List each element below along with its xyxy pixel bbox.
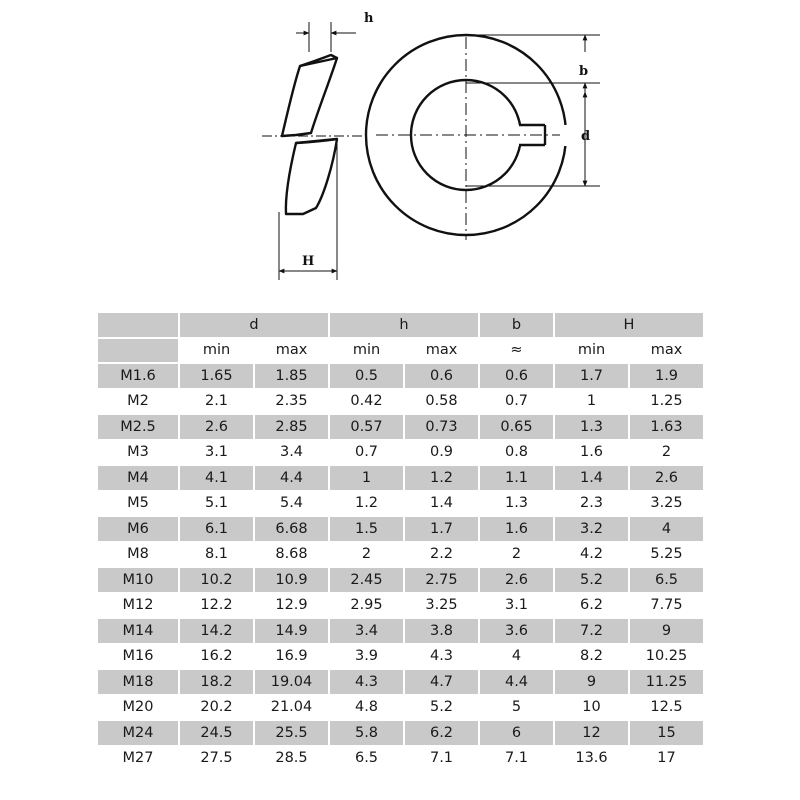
table-row [98,670,703,694]
table-row [98,747,703,771]
cell-h-min: 1.2 [330,492,403,516]
spec-table-body [98,364,703,770]
cell-b-approx: 1.6 [480,517,553,541]
dimension-label-h: h [364,11,374,26]
header-group-d: d [180,313,328,337]
row-size-label: M6 [98,517,178,541]
cell-H-min: 6.2 [555,594,628,618]
washer-technical-drawing [0,0,800,300]
cell-H-min: 10 [555,696,628,720]
cell-d-max: 2.35 [255,390,328,414]
cell-d-max: 16.9 [255,645,328,669]
cell-h-min: 2.95 [330,594,403,618]
table-row [98,517,703,541]
cell-b-approx: 0.6 [480,364,553,388]
cell-H-max: 2.6 [630,466,703,490]
cell-b-approx: 2.6 [480,568,553,592]
table-row [98,619,703,643]
cell-h-max: 4.3 [405,645,478,669]
cell-H-max: 4 [630,517,703,541]
cell-d-min: 5.1 [180,492,253,516]
cell-h-max: 1.2 [405,466,478,490]
cell-h-min: 2 [330,543,403,567]
cell-h-min: 4.3 [330,670,403,694]
row-size-label: M4 [98,466,178,490]
cell-H-min: 1.3 [555,415,628,439]
cell-d-max: 8.68 [255,543,328,567]
cell-d-max: 4.4 [255,466,328,490]
cell-d-min: 20.2 [180,696,253,720]
cell-h-max: 2.2 [405,543,478,567]
row-size-label: M16 [98,645,178,669]
row-size-label: M8 [98,543,178,567]
cell-d-min: 2.6 [180,415,253,439]
subheader-H-min: min [555,339,628,363]
cell-d-min: 3.1 [180,441,253,465]
cell-h-max: 6.2 [405,721,478,745]
cell-b-approx: 0.7 [480,390,553,414]
subheader-h-min: min [330,339,403,363]
cell-h-max: 0.9 [405,441,478,465]
cell-b-approx: 1.1 [480,466,553,490]
cell-d-min: 8.1 [180,543,253,567]
row-size-label: M12 [98,594,178,618]
row-size-label: M20 [98,696,178,720]
table-row [98,594,703,618]
cell-b-approx: 6 [480,721,553,745]
row-size-label: M2.5 [98,415,178,439]
cell-d-max: 5.4 [255,492,328,516]
row-size-label: M2 [98,390,178,414]
cell-H-max: 12.5 [630,696,703,720]
cell-d-min: 2.1 [180,390,253,414]
table-row [98,364,703,388]
table-row [98,721,703,745]
row-size-label: M5 [98,492,178,516]
table-row [98,390,703,414]
cell-H-min: 12 [555,721,628,745]
cell-d-min: 1.65 [180,364,253,388]
cell-d-max: 14.9 [255,619,328,643]
cell-H-min: 4.2 [555,543,628,567]
cell-b-approx: 1.3 [480,492,553,516]
header-row-groups [98,313,703,337]
subheader-H-max: max [630,339,703,363]
cell-h-max: 7.1 [405,747,478,771]
cell-d-max: 21.04 [255,696,328,720]
cell-h-max: 1.4 [405,492,478,516]
cell-d-max: 12.9 [255,594,328,618]
cell-d-min: 10.2 [180,568,253,592]
cell-h-min: 0.42 [330,390,403,414]
cell-H-min: 1 [555,390,628,414]
cell-d-max: 10.9 [255,568,328,592]
table-row [98,492,703,516]
cell-H-min: 1.7 [555,364,628,388]
cell-b-approx: 0.8 [480,441,553,465]
header-row-sub [98,339,703,363]
cell-H-max: 1.63 [630,415,703,439]
row-size-label: M24 [98,721,178,745]
dimension-label-H: H [302,254,315,269]
dimension-label-d: d [581,129,591,144]
cell-d-min: 6.1 [180,517,253,541]
row-size-label: M27 [98,747,178,771]
cell-h-max: 0.73 [405,415,478,439]
cell-h-min: 4.8 [330,696,403,720]
cell-H-max: 17 [630,747,703,771]
cell-H-max: 9 [630,619,703,643]
cell-h-max: 5.2 [405,696,478,720]
cell-H-min: 1.6 [555,441,628,465]
table-row [98,543,703,567]
cell-d-max: 2.85 [255,415,328,439]
header-group-b: b [480,313,553,337]
table-row [98,645,703,669]
cell-H-max: 15 [630,721,703,745]
cell-h-max: 2.75 [405,568,478,592]
cell-d-max: 6.68 [255,517,328,541]
cell-b-approx: 3.1 [480,594,553,618]
row-size-label: M14 [98,619,178,643]
cell-b-approx: 7.1 [480,747,553,771]
cell-h-min: 0.5 [330,364,403,388]
cell-b-approx: 3.6 [480,619,553,643]
cell-d-min: 12.2 [180,594,253,618]
table-row [98,441,703,465]
cell-H-max: 3.25 [630,492,703,516]
cell-H-min: 13.6 [555,747,628,771]
table-row [98,696,703,720]
subheader-d-max: max [255,339,328,363]
cell-h-max: 0.58 [405,390,478,414]
cell-h-max: 3.8 [405,619,478,643]
cell-b-approx: 0.65 [480,415,553,439]
cell-H-max: 1.25 [630,390,703,414]
cell-d-max: 19.04 [255,670,328,694]
cell-d-max: 3.4 [255,441,328,465]
cell-H-max: 10.25 [630,645,703,669]
cell-H-max: 5.25 [630,543,703,567]
header-group-H: H [555,313,703,337]
cell-h-min: 1 [330,466,403,490]
cell-d-min: 27.5 [180,747,253,771]
cell-h-max: 0.6 [405,364,478,388]
washer-side-view [282,55,337,214]
cell-H-max: 7.75 [630,594,703,618]
cell-d-min: 14.2 [180,619,253,643]
cell-b-approx: 4 [480,645,553,669]
subheader-d-min: min [180,339,253,363]
dimension-label-b: b [579,64,589,79]
cell-H-min: 1.4 [555,466,628,490]
cell-H-min: 2.3 [555,492,628,516]
cell-h-max: 4.7 [405,670,478,694]
cell-h-min: 0.7 [330,441,403,465]
table-row [98,415,703,439]
row-size-label: M18 [98,670,178,694]
cell-b-approx: 2 [480,543,553,567]
cell-h-min: 3.4 [330,619,403,643]
cell-h-min: 2.45 [330,568,403,592]
cell-d-max: 1.85 [255,364,328,388]
cell-d-min: 24.5 [180,721,253,745]
cell-h-min: 6.5 [330,747,403,771]
cell-d-max: 25.5 [255,721,328,745]
row-size-label: M3 [98,441,178,465]
cell-h-max: 1.7 [405,517,478,541]
cell-H-min: 3.2 [555,517,628,541]
row-size-label: M1.6 [98,364,178,388]
cell-h-min: 1.5 [330,517,403,541]
cell-h-min: 3.9 [330,645,403,669]
cell-H-max: 2 [630,441,703,465]
cell-h-min: 0.57 [330,415,403,439]
cell-H-max: 1.9 [630,364,703,388]
cell-d-min: 18.2 [180,670,253,694]
cell-H-min: 7.2 [555,619,628,643]
header-sub-corner [98,339,178,363]
cell-d-max: 28.5 [255,747,328,771]
cell-d-min: 4.1 [180,466,253,490]
cell-b-approx: 4.4 [480,670,553,694]
header-corner [98,313,178,337]
cell-H-max: 6.5 [630,568,703,592]
header-group-h: h [330,313,478,337]
row-size-label: M10 [98,568,178,592]
cell-h-max: 3.25 [405,594,478,618]
cell-H-min: 9 [555,670,628,694]
table-row [98,466,703,490]
cell-d-min: 16.2 [180,645,253,669]
spec-table [96,311,705,772]
subheader-h-max: max [405,339,478,363]
cell-H-min: 5.2 [555,568,628,592]
table-row [98,568,703,592]
cell-H-min: 8.2 [555,645,628,669]
cell-b-approx: 5 [480,696,553,720]
subheader-b-approx: ≈ [480,339,553,363]
cell-H-max: 11.25 [630,670,703,694]
cell-h-min: 5.8 [330,721,403,745]
